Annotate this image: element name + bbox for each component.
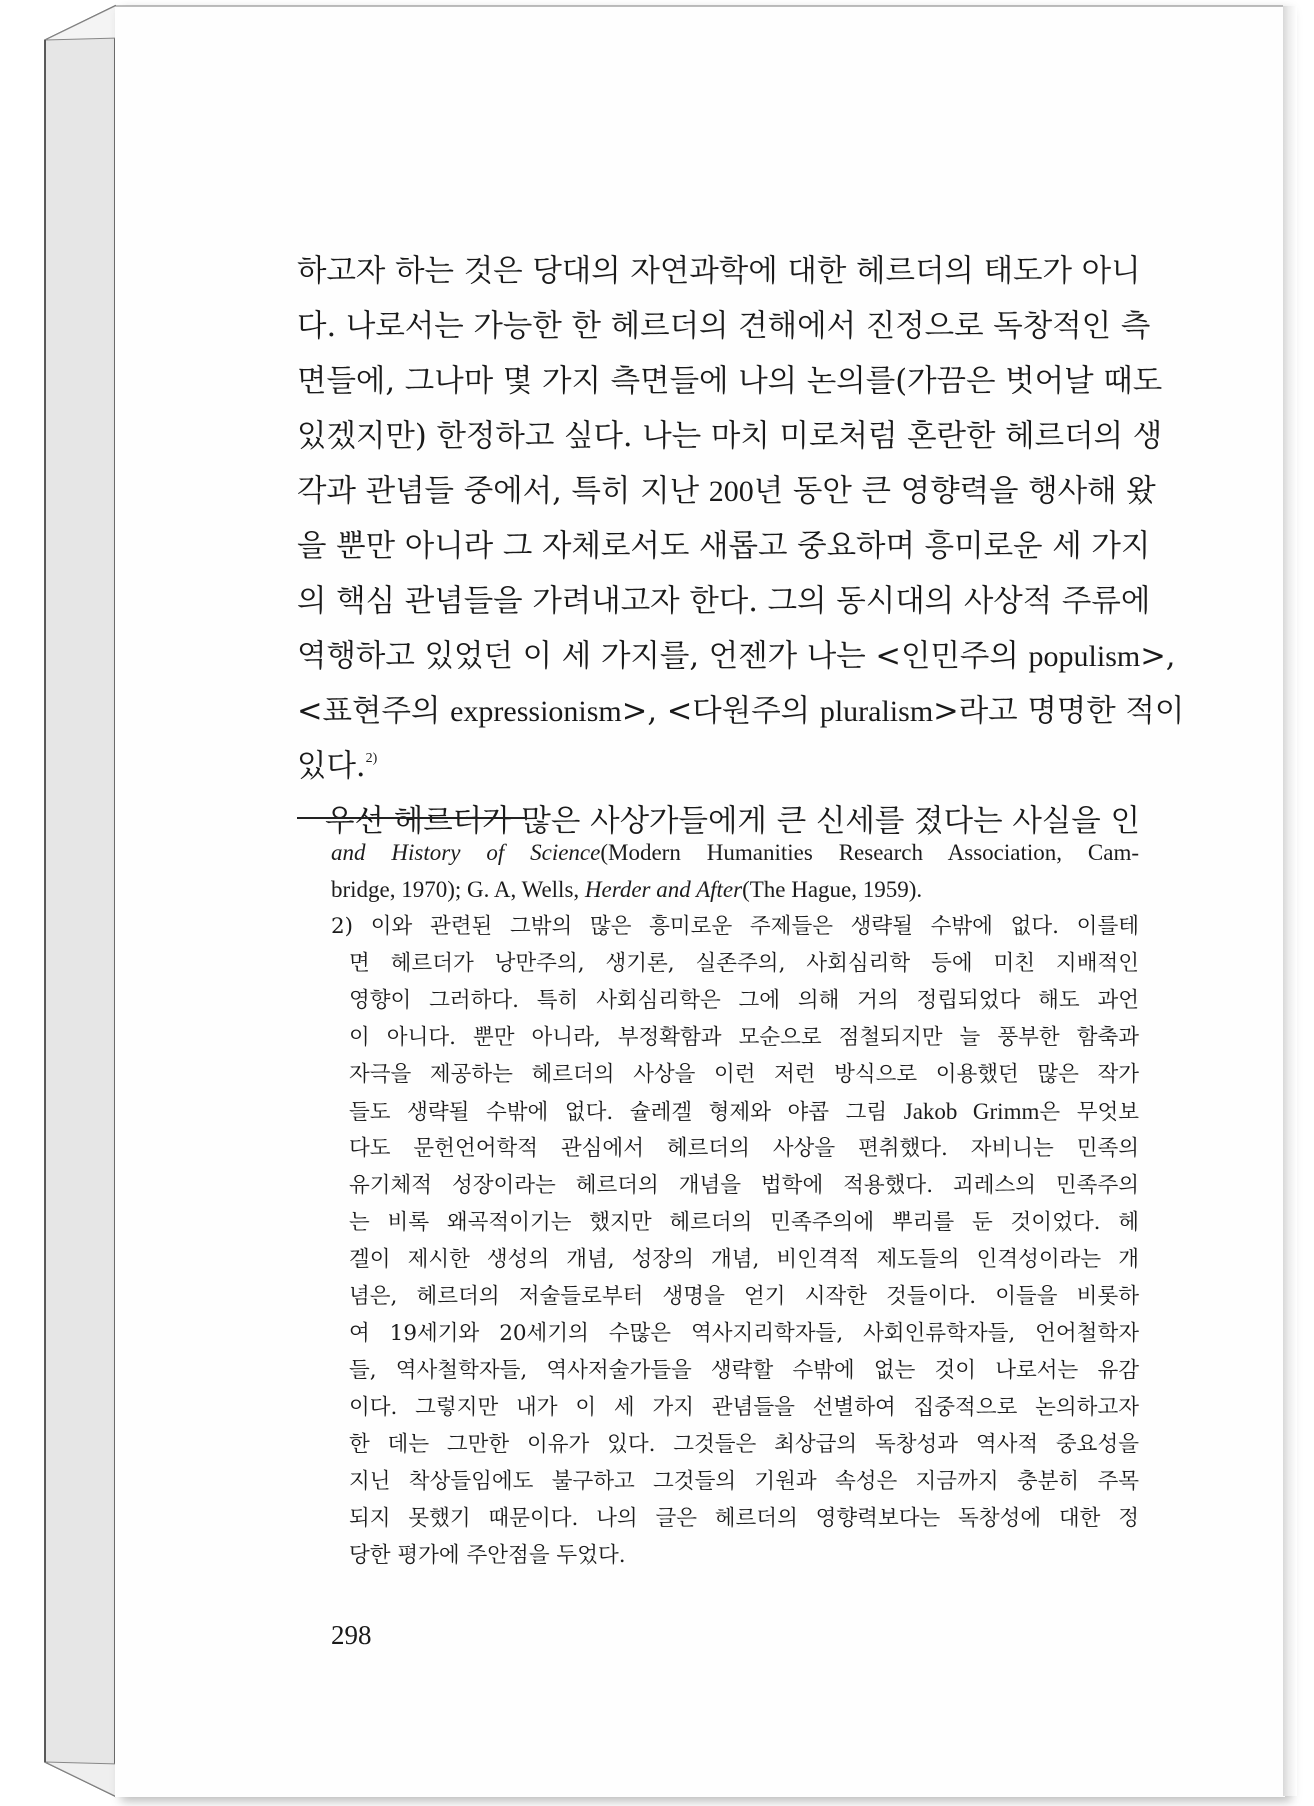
body-fragment: 있다. [297,749,366,784]
footnote-line [331,871,1139,908]
citation-title: and History of Science [331,840,601,865]
body-line [297,684,1185,739]
term-pluralism: pluralism [819,695,934,728]
body-line: 우선 헤르더가 많은 사상가들에게 큰 신세를 졌다는 사실을 인 [325,804,1140,839]
footnote-line: 들, 역사철학자들, 역사저술가들을 생략할 수밖에 없는 것이 나로서는 유감 [349,1358,1139,1383]
name-jakob-grimm: Jakob Grimm [903,1099,1040,1124]
body-fragment: <표현주의 [297,694,451,729]
citation-text: (Modern Humanities Research Association, Cam- [600,840,1139,865]
footnote-reference[interactable]: 2) [365,751,378,766]
footnote-line: 2) 이와 관련된 그밖의 많은 흥미로운 주제들은 생략될 수밖에 없다. 이를테 [331,914,1139,939]
body-line: 을 뿐만 아니라 그 자체로서도 새롭고 중요하며 흥미로운 세 가지 [297,529,1151,564]
term-expressionism: expressionism [450,695,622,728]
footnote-fragment: 들도 생략될 수밖에 없다. 슐레겔 형제와 야콥 그림 [349,1100,904,1125]
body-text [297,244,1185,849]
citation-title: Herder and After [584,877,743,902]
footnotes [331,834,1139,1574]
footnote-line: 념은, 헤르더의 저술들로부터 생명을 얻기 시작한 것들이다. 이들을 비롯하 [349,1284,1139,1309]
body-line: 의 핵심 관념들을 가려내고자 한다. 그의 동시대의 사상적 주류에 [297,584,1151,619]
page-number: 298 [331,1620,372,1650]
footnote-line: 이 아니다. 뿐만 아니라, 부정확함과 모순으로 점철되지만 늘 풍부한 함축과 [349,1025,1139,1050]
body-line: 있겠지만) 한정하고 싶다. 나는 마치 미로처럼 혼란한 헤르더의 생 [297,419,1163,454]
term-populism: populism [1028,640,1141,673]
footnote-line: 한 데는 그만한 이유가 있다. 그것들은 최상급의 독창성과 역사적 중요성을 [349,1432,1139,1457]
footnote-line: 지닌 착상들임에도 불구하고 그것들의 기원과 속성은 지금까지 충분히 주목 [349,1469,1139,1494]
footnote-line [331,1093,1139,1130]
body-fragment: >라고 명명한 적이 [933,694,1185,729]
body-line [297,629,1176,684]
footnote-line: 영향이 그러하다. 특히 사회심리학은 그에 의해 거의 정립되었다 해도 과언 [349,988,1139,1013]
footnote-line: 유기체적 성장이라는 헤르더의 개념을 법학에 적용했다. 괴레스의 민족주의 [349,1173,1139,1198]
body-line: 하고자 하는 것은 당대의 자연과학에 대한 헤르더의 태도가 아니 [297,254,1141,289]
footnote-line: 면 헤르더가 낭만주의, 생기론, 실존주의, 사회심리학 등에 미친 지배적인 [349,951,1139,976]
citation-text: bridge, 1970); G. A, Wells, [331,877,585,902]
footnote-line [331,834,1139,871]
body-fragment: 년 동안 큰 영향력을 행사해 왔 [753,474,1156,509]
body-fragment: >, [1140,639,1176,674]
page-edge [1283,6,1297,1796]
footnote-line: 당한 평가에 주안점을 두었다. [349,1543,626,1568]
body-fragment: 역행하고 있었던 이 세 가지를, 언젠가 나는 <인민주의 [297,639,1029,674]
footnote-fragment: 은 무엇보 [1039,1100,1140,1125]
body-line [297,464,1156,519]
footnote-line: 자극을 제공하는 헤르더의 사상을 이런 저런 방식으로 이용했던 많은 작가 [349,1062,1139,1087]
citation-text: (The Hague, 1959). [742,877,923,902]
footnote-separator [297,817,527,819]
footnote-line: 이다. 그렇지만 내가 이 세 가지 관념들을 선별하여 집중적으로 논의하고자 [349,1395,1139,1420]
footnote-line: 되지 못했기 때문이다. 나의 글은 헤르더의 영향력보다는 독창성에 대한 정 [349,1506,1139,1531]
body-fragment: 각과 관념들 중에서, 특히 지난 [297,474,709,509]
body-line: 면들에, 그나마 몇 가지 측면들에 나의 논의를(가끔은 벗어날 때도 [297,364,1163,399]
body-line [297,739,1140,794]
body-number: 200 [708,475,754,508]
footnote-line: 겔이 제시한 생성의 개념, 성장의 개념, 비인격적 제도들의 인격성이라는 개 [349,1247,1139,1272]
footnote-line: 는 비록 왜곡적이기는 했지만 헤르더의 민족주의에 뿌리를 둔 것이었다. 헤 [349,1210,1139,1235]
footnote-line: 여 19세기와 20세기의 수많은 역사지리학자들, 사회인류학자들, 언어철학자 [349,1321,1139,1346]
body-line: 다. 나로서는 가능한 한 헤르더의 견해에서 진정으로 독창적인 측 [297,309,1151,344]
footnote-line: 다도 문헌언어학적 관심에서 헤르더의 사상을 편취했다. 자비니는 민족의 [349,1136,1139,1161]
body-fragment: >, <다원주의 [621,694,820,729]
